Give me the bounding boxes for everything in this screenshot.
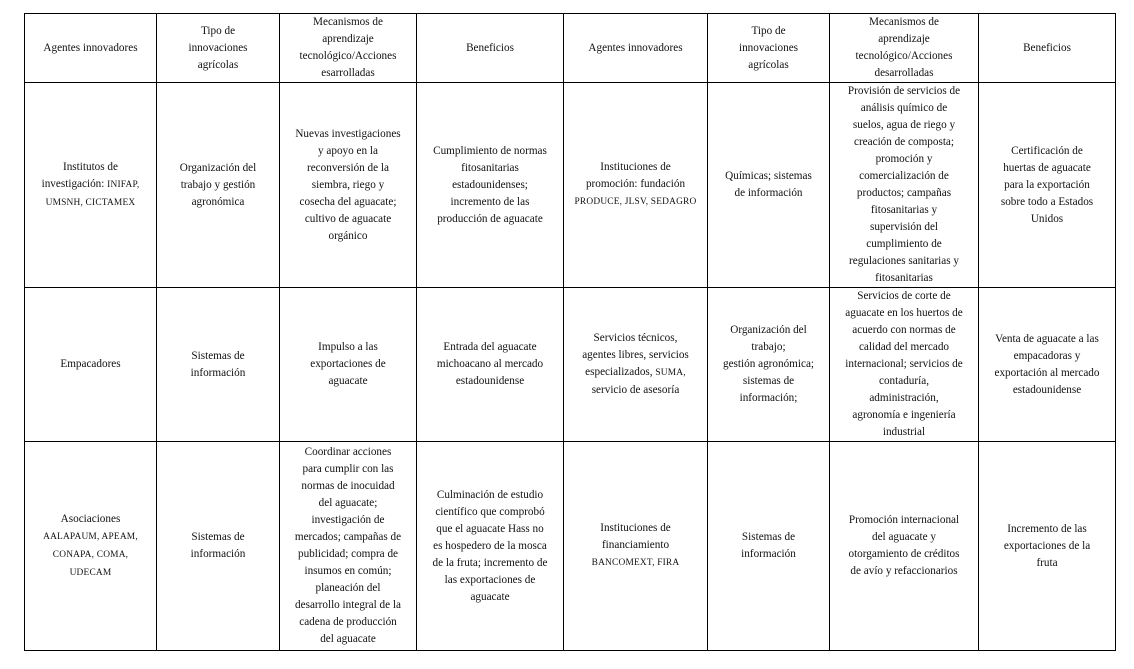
table-cell: Entrada del aguacate michoacano al mercado estadounidense: [417, 288, 564, 442]
table-cell: Servicios de corte de aguacate en los huertos de acuerdo con normas de calidad del mercado internacional; servicios de contaduría, administración, agronomía e ingeniería industrial: [830, 288, 979, 442]
header-tipo-innovaciones-2: Tipo de innovaciones agrícolas: [708, 14, 830, 83]
header-tipo-innovaciones: Tipo de innovaciones agrícolas: [157, 14, 280, 83]
table-cell: Venta de aguacate a las empacadoras y exportación al mercado estadounidense: [979, 288, 1116, 442]
table-cell: Institutos de investigación: INIFAP, UMSNH, CICTAMEX: [25, 83, 157, 288]
table-cell: Provisión de servicios de análisis químico de suelos, agua de riego y creación de composta; promoción y comercialización de productos; campañas fitosanitarias y supervisión del cumplimiento de regulaciones sanitarias y fitosanitarias: [830, 83, 979, 288]
header-beneficios-2: Beneficios: [979, 14, 1116, 83]
table-cell: Culminación de estudio científico que comprobó que el aguacate Hass no es hospedero de la mosca de la fruta; incremento de las exportaciones de aguacate: [417, 442, 564, 651]
table-cell: Nuevas investigaciones y apoyo en la reconversión de la siembra, riego y cosecha del aguacate; cultivo de aguacate orgánico: [280, 83, 417, 288]
table-cell: Servicios técnicos, agentes libres, servicios especializados, SUMA, servicio de asesoría: [564, 288, 708, 442]
table-cell: Asociaciones AALAPAUM, APEAM, CONAPA, COMA, UDECAM: [25, 442, 157, 651]
header-mecanismos: Mecanismos de aprendizaje tecnológico/Acciones esarrolladas: [280, 14, 417, 83]
table-cell: Impulso a las exportaciones de aguacate: [280, 288, 417, 442]
table-cell: Instituciones de promoción: fundación PRODUCE, JLSV, SEDAGRO: [564, 83, 708, 288]
table-cell: Organización del trabajo; gestión agronómica; sistemas de información;: [708, 288, 830, 442]
table-cell: Instituciones de financiamiento BANCOMEXT, FIRA: [564, 442, 708, 651]
table-cell: Sistemas de información: [708, 442, 830, 651]
header-beneficios: Beneficios: [417, 14, 564, 83]
table-cell: Sistemas de información: [157, 288, 280, 442]
header-mecanismos-2: Mecanismos de aprendizaje tecnológico/Acciones desarrolladas: [830, 14, 979, 83]
table-cell: Empacadores: [25, 288, 157, 442]
header-agentes-innovadores: Agentes innovadores: [25, 14, 157, 83]
table-cell: Organización del trabajo y gestión agronómica: [157, 83, 280, 288]
table-cell: Químicas; sistemas de información: [708, 83, 830, 288]
table-cell: Incremento de las exportaciones de la fruta: [979, 442, 1116, 651]
table-row: [25, 442, 1116, 651]
table-row: [25, 83, 1116, 288]
table-cell: Promoción internacional del aguacate y otorgamiento de créditos de avío y refaccionarios: [830, 442, 979, 651]
header-agentes-innovadores-2: Agentes innovadores: [564, 14, 708, 83]
innovation-agents-table: [24, 13, 1116, 651]
table-cell: Sistemas de información: [157, 442, 280, 651]
table-cell: Coordinar acciones para cumplir con las normas de inocuidad del aguacate; investigación de mercados; campañas de publicidad; compra de insumos en común; planeación del desarrollo integral de la cadena de producción del aguacate: [280, 442, 417, 651]
table-cell: Cumplimiento de normas fitosanitarias estadounidenses; incremento de las producción de aguacate: [417, 83, 564, 288]
table-row: [25, 288, 1116, 442]
header-row: [25, 14, 1116, 83]
table-cell: Certificación de huertas de aguacate para la exportación sobre todo a Estados Unidos: [979, 83, 1116, 288]
